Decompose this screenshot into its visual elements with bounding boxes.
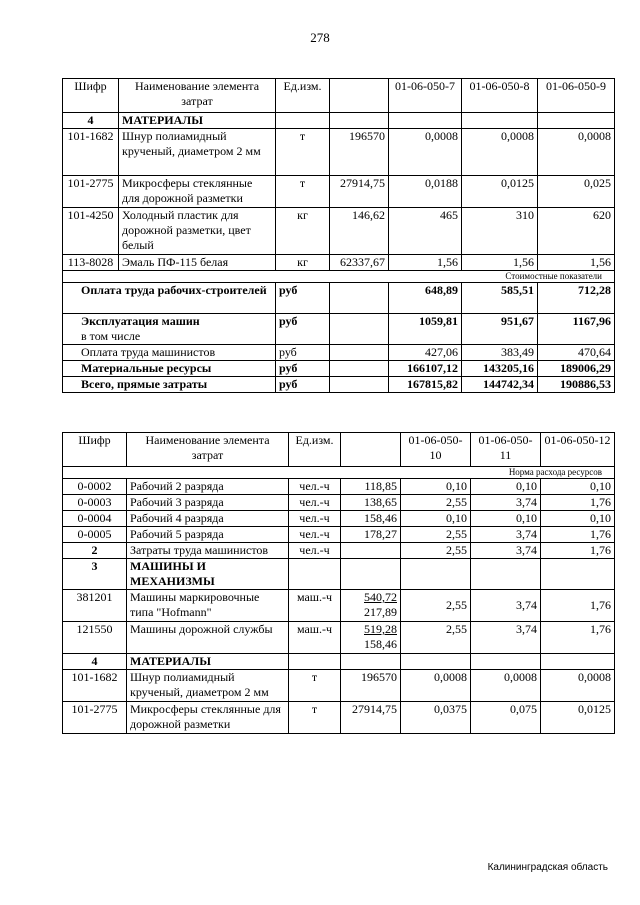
row-name: Шнур полиамидный крученый, диаметром 2 мм xyxy=(127,670,289,702)
row-value-2: 0,0008 xyxy=(471,670,541,702)
section-number: 3 xyxy=(63,559,127,590)
row-price: 196570 xyxy=(341,670,401,702)
section-row xyxy=(63,559,615,590)
footer-region: Калининградская область xyxy=(487,862,608,873)
row-value-2: 3,74 xyxy=(471,622,541,654)
row-code: 101-2775 xyxy=(63,176,119,208)
row-value-2: 0,075 xyxy=(471,702,541,734)
row-price: 27914,75 xyxy=(330,176,389,208)
cost-indicators-label: Стоимостные показатели xyxy=(63,271,615,283)
totals-row xyxy=(63,329,615,345)
row-unit: кг xyxy=(276,208,330,255)
row-unit: кг xyxy=(276,255,330,271)
table-header-row xyxy=(63,79,615,113)
row-value-2: 3,74 xyxy=(471,590,541,622)
row-value-2: 0,0125 xyxy=(462,176,538,208)
totals-row xyxy=(63,314,615,330)
row-value-2: 3,74 xyxy=(471,495,541,511)
row-value-1: 1,56 xyxy=(389,255,462,271)
totals-value-2: 383,49 xyxy=(462,345,538,361)
row-name: Холодный пластик для дорожной разметки, цвет белый xyxy=(119,208,276,255)
row-code: 0-0005 xyxy=(63,527,127,543)
totals-unit: руб xyxy=(276,345,330,361)
row-code: 101-1682 xyxy=(63,129,119,176)
totals-value-3: 190886,53 xyxy=(538,377,615,393)
totals-value-1: 427,06 xyxy=(389,345,462,361)
cost-indicators-header xyxy=(63,271,615,283)
norm-header xyxy=(63,467,615,479)
table-row xyxy=(63,702,615,734)
row-code: 0-0002 xyxy=(63,479,127,495)
row-value-3: 0,10 xyxy=(541,479,615,495)
row-name: Машины дорожной службы xyxy=(127,622,289,654)
row-value-1: 465 xyxy=(389,208,462,255)
table-row xyxy=(63,208,615,255)
row-value-1: 2,55 xyxy=(401,622,471,654)
totals-row xyxy=(63,377,615,393)
table-row xyxy=(63,622,615,654)
totals-unit: руб xyxy=(276,361,330,377)
row-value-3: 0,0008 xyxy=(541,670,615,702)
header-unit: Ед.изм. xyxy=(276,79,330,113)
row-unit: чел.-ч xyxy=(289,527,341,543)
totals-value-1: 166107,12 xyxy=(389,361,462,377)
totals-value-2: 143205,16 xyxy=(462,361,538,377)
row-value-1: 0,10 xyxy=(401,479,471,495)
row-value-3: 1,76 xyxy=(541,622,615,654)
row-price: 178,27 xyxy=(341,527,401,543)
row-value-3: 0,0008 xyxy=(538,129,615,176)
machine-price: 540,72 xyxy=(364,590,397,604)
row-unit: т xyxy=(276,129,330,176)
section-value-1: 2,55 xyxy=(401,543,471,559)
header-col-1: 01-06-050-7 xyxy=(389,79,462,113)
table-row xyxy=(63,495,615,511)
section-title: МАШИНЫ И МЕХАНИЗМЫ xyxy=(127,559,289,590)
section-row xyxy=(63,113,615,129)
row-value-2: 0,0008 xyxy=(462,129,538,176)
totals-name: Эксплуатация машин xyxy=(63,314,276,330)
totals-value-3: 712,28 xyxy=(538,283,615,314)
table-row xyxy=(63,176,615,208)
row-code: 101-4250 xyxy=(63,208,119,255)
section-value-3: 1,76 xyxy=(541,543,615,559)
header-code: Шифр xyxy=(63,433,127,467)
row-code: 381201 xyxy=(63,590,127,622)
totals-value-2: 951,67 xyxy=(462,314,538,330)
table-row xyxy=(63,590,615,622)
totals-row xyxy=(63,283,615,314)
row-value-1: 2,55 xyxy=(401,495,471,511)
row-value-3: 1,76 xyxy=(541,495,615,511)
row-unit: чел.-ч xyxy=(289,495,341,511)
cost-table-bottom xyxy=(62,432,615,734)
norm-header-label: Норма расхода ресурсов xyxy=(63,467,615,479)
row-price: 118,85 xyxy=(341,479,401,495)
row-value-3: 620 xyxy=(538,208,615,255)
totals-value-3: 189006,29 xyxy=(538,361,615,377)
row-value-3: 0,0125 xyxy=(541,702,615,734)
row-name: Машины маркировочные типа "Hofmann" xyxy=(127,590,289,622)
row-value-1: 2,55 xyxy=(401,527,471,543)
row-value-1: 2,55 xyxy=(401,590,471,622)
row-name: Рабочий 3 разряда xyxy=(127,495,289,511)
row-value-2: 0,10 xyxy=(471,479,541,495)
row-price xyxy=(341,590,401,622)
header-col-2: 01-06-050-8 xyxy=(462,79,538,113)
row-price: 196570 xyxy=(330,129,389,176)
row-value-1: 0,0008 xyxy=(389,129,462,176)
row-value-3: 1,76 xyxy=(541,527,615,543)
header-col-3: 01-06-050-9 xyxy=(538,79,615,113)
totals-name: Всего, прямые затраты xyxy=(63,377,276,393)
row-unit: маш.-ч xyxy=(289,622,341,654)
section-title: МАТЕРИАЛЫ xyxy=(127,654,289,670)
row-code: 113-8028 xyxy=(63,255,119,271)
row-code: 101-1682 xyxy=(63,670,127,702)
header-price xyxy=(330,79,389,113)
section-row xyxy=(63,543,615,559)
header-col-3: 01-06-050-12 xyxy=(541,433,615,467)
machine-price: 519,28 xyxy=(364,622,397,636)
totals-name: в том числе xyxy=(63,329,276,345)
row-price: 27914,75 xyxy=(341,702,401,734)
header-name: Наименование элемента затрат xyxy=(127,433,289,467)
table-row xyxy=(63,511,615,527)
row-unit: т xyxy=(289,670,341,702)
header-col-2: 01-06-050-11 xyxy=(471,433,541,467)
header-code: Шифр xyxy=(63,79,119,113)
table-row xyxy=(63,527,615,543)
row-price: 158,46 xyxy=(341,511,401,527)
row-price xyxy=(341,622,401,654)
totals-value-2: 144742,34 xyxy=(462,377,538,393)
row-price: 146,62 xyxy=(330,208,389,255)
row-unit: маш.-ч xyxy=(289,590,341,622)
machine-operator-wage: 217,89 xyxy=(364,605,397,619)
row-code: 0-0004 xyxy=(63,511,127,527)
table-header-row xyxy=(63,433,615,467)
row-name: Микросферы стеклянные для дорожной разметки xyxy=(119,176,276,208)
row-unit: чел.-ч xyxy=(289,479,341,495)
totals-row xyxy=(63,361,615,377)
row-value-1: 0,0188 xyxy=(389,176,462,208)
totals-row xyxy=(63,345,615,361)
table-row xyxy=(63,479,615,495)
row-value-1: 0,0375 xyxy=(401,702,471,734)
section-number: 4 xyxy=(63,654,127,670)
header-name: Наименование элемента затрат xyxy=(119,79,276,113)
row-name: Рабочий 5 разряда xyxy=(127,527,289,543)
row-value-2: 0,10 xyxy=(471,511,541,527)
row-name: Рабочий 2 разряда xyxy=(127,479,289,495)
row-price: 138,65 xyxy=(341,495,401,511)
row-value-1: 0,0008 xyxy=(401,670,471,702)
totals-value-1: 1059,81 xyxy=(389,314,462,330)
row-code: 101-2775 xyxy=(63,702,127,734)
totals-value-2: 585,51 xyxy=(462,283,538,314)
row-name: Микросферы стеклянные для дорожной разметки xyxy=(127,702,289,734)
table-row xyxy=(63,129,615,176)
section-row xyxy=(63,654,615,670)
row-value-2: 310 xyxy=(462,208,538,255)
row-value-3: 0,025 xyxy=(538,176,615,208)
row-value-2: 3,74 xyxy=(471,527,541,543)
header-col-1: 01-06-050-10 xyxy=(401,433,471,467)
row-code: 121550 xyxy=(63,622,127,654)
row-unit: т xyxy=(276,176,330,208)
section-title: МАТЕРИАЛЫ xyxy=(119,113,276,129)
totals-unit: руб xyxy=(276,283,330,314)
section-number: 4 xyxy=(63,113,119,129)
machine-operator-wage: 158,46 xyxy=(364,637,397,651)
table-row xyxy=(63,255,615,271)
row-unit: т xyxy=(289,702,341,734)
totals-value-1: 648,89 xyxy=(389,283,462,314)
section-value-2: 3,74 xyxy=(471,543,541,559)
header-price xyxy=(341,433,401,467)
row-unit: чел.-ч xyxy=(289,511,341,527)
cost-table-top xyxy=(62,78,615,393)
row-price: 62337,67 xyxy=(330,255,389,271)
totals-name: Материальные ресурсы xyxy=(63,361,276,377)
page-number: 278 xyxy=(310,30,330,45)
table-row xyxy=(63,670,615,702)
row-value-3: 1,76 xyxy=(541,590,615,622)
row-value-3: 1,56 xyxy=(538,255,615,271)
totals-unit: руб xyxy=(276,314,330,330)
section-unit: чел.-ч xyxy=(289,543,341,559)
totals-value-3: 470,64 xyxy=(538,345,615,361)
totals-value-3: 1167,96 xyxy=(538,314,615,330)
row-code: 0-0003 xyxy=(63,495,127,511)
totals-unit: руб xyxy=(276,377,330,393)
row-name: Шнур полиамидный крученый, диаметром 2 мм xyxy=(119,129,276,176)
section-name: Затраты труда машинистов xyxy=(127,543,289,559)
header-unit: Ед.изм. xyxy=(289,433,341,467)
row-name: Рабочий 4 разряда xyxy=(127,511,289,527)
row-value-2: 1,56 xyxy=(462,255,538,271)
totals-value-1: 167815,82 xyxy=(389,377,462,393)
row-value-3: 0,10 xyxy=(541,511,615,527)
totals-name: Оплата труда машинистов xyxy=(63,345,276,361)
section-number: 2 xyxy=(63,543,127,559)
totals-name: Оплата труда рабочих-строителей xyxy=(63,283,276,314)
row-name: Эмаль ПФ-115 белая xyxy=(119,255,276,271)
row-value-1: 0,10 xyxy=(401,511,471,527)
